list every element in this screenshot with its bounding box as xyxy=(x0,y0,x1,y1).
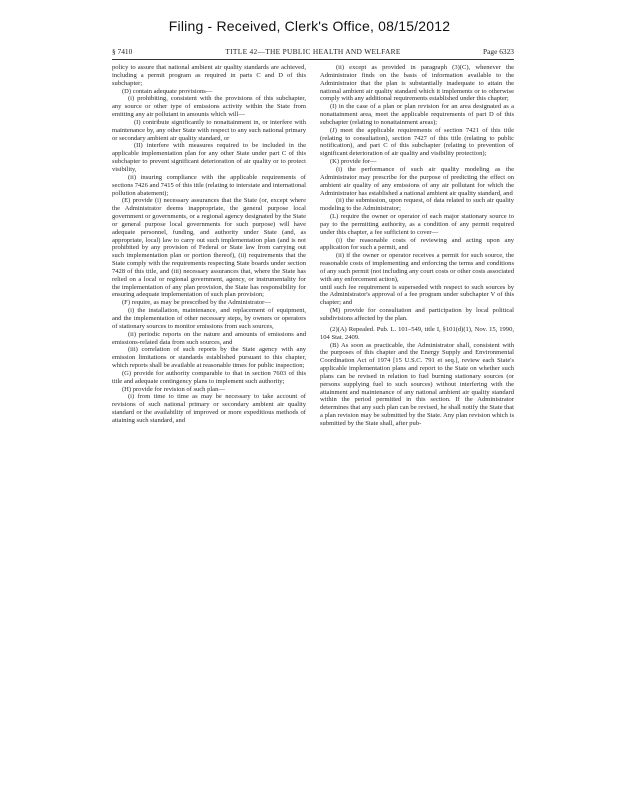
paragraph: (B) As soon as practicable, the Administrator shall, consistent with the purposes of this chapter and the Energy Supply and Environmental Coordination Act of 1974 [15 U.S.C. 791 et seq.], review each State's applicable implementation plans and report to the State on whether such plans can be revised in relation to fuel burning stationary sources (or persons supplying fuel to such sources) without interfering with the attainment and maintenance of any national ambient air quality standard within the period permitted in this section. If the Administrator determines that any such plan can be revised, he shall notify the State that a plan revision may be submitted by the State. Any plan revision which is submitted by the State shall, after pub- xyxy=(320,341,514,427)
paragraph: (II) interfere with measures required to be included in the applicable implementation plan for any other State under part C of this subchapter to prevent significant deterioration of air quality or to protect visibility, xyxy=(112,142,306,173)
paragraph: policy to assure that national ambient air quality standards are achieved, including a permit program as required in parts C and D of this subchapter; xyxy=(112,64,306,87)
paragraph: (D) contain adequate provisions— xyxy=(122,87,213,95)
paragraph: (E) provide (i) necessary assurances that the State (or, except where the Administrator deems inappropriate, the general purpose local government or governments, or a regional agency designated by the State or general purpose local governments for such purpose) will have adequate personnel, funding, and authority under State (and, as appropriate, local) law to carry out such implementation plan (and is not prohibited by any provision of Federal or State law from carrying out such implementation plan or portion thereof), (ii) requirements that the State comply with the requirements respecting State boards under section 7428 of this title, and (iii) necessary assurances that, where the State has relied on a local or regional government, agency, or instrumentality for the implementation of any plan provision, the State has responsibility for ensuring adequate implementation of such plan provision; xyxy=(112,197,306,299)
paragraph: (ii) the submission, upon request, of data related to such air quality modeling to the Administrator; xyxy=(320,197,514,213)
paragraph: (i) the performance of such air quality modeling as the Administrator may prescribe for the purpose of predicting the effect on ambient air quality of any emissions of any air pollutant for which the Administrator has established a national ambient air quality standard, and xyxy=(320,165,514,197)
paragraph: (H) provide for revision of such plan— xyxy=(122,385,225,393)
page-number: Page 6323 xyxy=(483,47,514,56)
paragraph: (2)(A) Repealed. Pub. L. 101–549, title I, §101(d)(1), Nov. 15, 1990, 104 Stat. 2409. xyxy=(320,325,514,341)
title-heading: TITLE 42—THE PUBLIC HEALTH AND WELFARE xyxy=(225,47,401,56)
paragraph: (K) provide for— xyxy=(330,158,377,166)
paragraph: (i) prohibiting, consistent with the provisions of this subchapter, any source or other type of emissions activity within the State from emitting any air pollutant in amounts which will— xyxy=(112,95,306,119)
paragraph: (ii) except as provided in paragraph (3)(C), whenever the Administrator finds on the basis of information available to the Administrator that the plan is substantially inadequate to attain the national ambient air quality standard which it implements or to otherwise comply with any additional requirements established under this chapter; xyxy=(320,64,514,103)
paragraph: (i) the installation, maintenance, and replacement of equipment, and the implementation of other necessary steps, by owners or operators of stationary sources to monitor emissions from such sources, xyxy=(112,307,306,330)
paragraph: (ii) periodic reports on the nature and amounts of emissions and emissions-related data from such sources, and xyxy=(112,330,306,346)
paragraph: (I) contribute significantly to nonattainment in, or interfere with maintenance by, any other State with respect to any such national primary or secondary ambient air quality standard, or xyxy=(112,118,306,142)
paragraph: (i) from time to time as may be necessary to take account of revisions of such national primary or secondary ambient air quality standard or the availability of improved or more expeditious methods of attaining such standard, and xyxy=(112,393,306,424)
paragraph: until such fee requirement is superseded with respect to such sources by the Administrator's approval of a fee program under subchapter V of this chapter; and xyxy=(320,283,514,307)
left-column xyxy=(112,64,306,764)
paragraph: (iii) correlation of such reports by the State agency with any emission limitations or standards established pursuant to this chapter, which reports shall be available at reasonable times for public inspection; xyxy=(112,346,306,370)
paragraph: (F) require, as may be prescribed by the Administrator— xyxy=(122,299,271,307)
paragraph: (I) in the case of a plan or plan revision for an area designated as a nonattainment area, meet the applicable requirements of part D of this subchapter (relating to nonattainment areas); xyxy=(320,103,514,126)
section-number: § 7410 xyxy=(112,47,133,56)
page-body xyxy=(112,64,514,764)
paragraph: (J) meet the applicable requirements of section 7421 of this title (relating to consultation), section 7427 of this title (relating to public notification), and part C of this subchapter (relating to prevention of significant deterioration of air quality and visibility protection); xyxy=(320,126,514,158)
paragraph: (G) provide for authority comparable to that in section 7603 of this title and adequate contingency plans to implement such authority; xyxy=(112,369,306,385)
header-rule xyxy=(112,59,514,60)
right-column xyxy=(320,64,514,764)
paragraph: (ii) if the owner or operator receives a permit for such source, the reasonable costs of implementing and enforcing the terms and conditions of any such permit (not including any court costs or other costs associated with any enforcement action), xyxy=(320,252,514,283)
filing-stamp: Filing - Received, Clerk's Office, 08/15/2012 xyxy=(168,18,451,34)
paragraph: (ii) insuring compliance with the applicable requirements of sections 7426 and 7415 of this title (relating to interstate and international pollution abatement); xyxy=(112,173,306,197)
paragraph: (L) require the owner or operator of each major stationary source to pay to the permitting authority, as a condition of any permit required under this chapter, a fee sufficient to cover— xyxy=(320,213,514,236)
paragraph: (M) provide for consultation and participation by local political subdivisions affected by the plan. xyxy=(320,307,514,322)
paragraph: (i) the reasonable costs of reviewing and acting upon any application for such a permit, and xyxy=(320,236,514,252)
